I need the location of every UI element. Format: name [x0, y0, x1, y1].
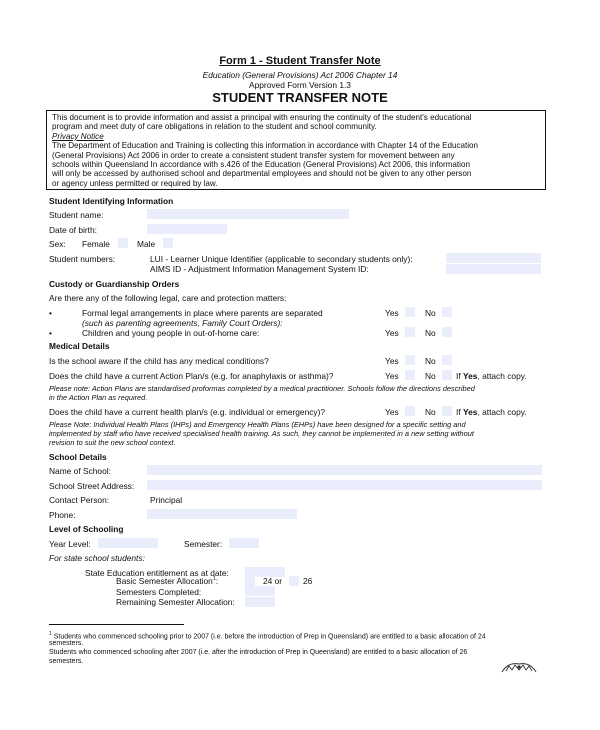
medical-q2-no-label: No [425, 371, 436, 381]
lui-label: LUI - Learner Unique Identifier (applicable to secondary students only): [150, 254, 413, 264]
medical-q1-no-label: No [425, 356, 436, 366]
custody-heading: Custody or Guardianship Orders [49, 279, 180, 289]
if-yes-bold: Yes [462, 371, 478, 381]
if-yes-prefix: If [456, 407, 463, 417]
school-address-field[interactable] [147, 480, 542, 490]
medical-q1-yes-checkbox[interactable] [405, 355, 415, 365]
basic-allocation-colon: : [215, 576, 219, 586]
male-label: Male [137, 239, 156, 249]
sex-label: Sex: [49, 239, 66, 249]
act-line: Education (General Provisions) Act 2006 Chapter 14 [202, 70, 398, 80]
footnote-line-1 [49, 631, 486, 640]
semester-label: Semester: [184, 539, 223, 549]
medical-q3-yes-label: Yes [385, 407, 399, 417]
custody-1-yes-label: Yes [385, 308, 399, 318]
allocation-24-checkbox[interactable] [245, 576, 255, 586]
aims-field[interactable] [446, 264, 541, 274]
footnote-rule [49, 624, 184, 625]
if-yes-suffix: , attach copy. [477, 407, 527, 417]
notice-line: will only be accessed by authorised school and departmental employees and should not be given to any other person [52, 169, 472, 179]
basic-allocation-text: Basic Semester Allocation [116, 576, 213, 586]
medical-q2-attach [456, 371, 527, 381]
custody-2-yes-checkbox[interactable] [405, 327, 415, 337]
lui-field[interactable] [446, 253, 541, 263]
custody-question: Are there any of the following legal, care and protection matters: [49, 293, 287, 303]
custody-2-no-label: No [425, 328, 436, 338]
medical-q3-no-label: No [425, 407, 436, 417]
student-name-field[interactable] [147, 209, 349, 219]
entitlement-label: State Education entitlement as at date: [85, 568, 229, 578]
custody-1-no-label: No [425, 308, 436, 318]
medical-q2-no-checkbox[interactable] [442, 370, 452, 380]
allocation-26-label: 26 [303, 576, 313, 586]
footnote-line-3: Students who commenced schooling after 2007 (i.e. after the introduction of Prep in Queensland) are entitled to a basic allocation of 26 [49, 649, 468, 656]
if-yes-bold: Yes [462, 407, 478, 417]
medical-q1-no-checkbox[interactable] [442, 355, 452, 365]
main-title: STUDENT TRANSFER NOTE [212, 90, 388, 105]
footnote-text-1: Students who commenced schooling prior to 2007 (i.e. before the introduction of Prep in Queensland) are entitled to a basic allocation of 24 [51, 633, 486, 641]
custody-item-1: Formal legal arrangements in place where parents are separated [82, 308, 323, 318]
health-plan-note: Please Note: Individual Health Plans (IHPs) and Emergency Health Plans (EHPs) have been designed for a specific setting and [49, 420, 466, 429]
notice-line: schools within Queensland In accordance with s.426 of the Education (General Provisions) Act 2006, this information [52, 160, 470, 170]
footnote-ref: 1 [212, 576, 216, 583]
custody-2-no-checkbox[interactable] [442, 327, 452, 337]
custody-1-no-checkbox[interactable] [442, 307, 452, 317]
if-yes-prefix: If [456, 371, 463, 381]
form-title: Form 1 - Student Transfer Note [219, 55, 381, 67]
health-plan-note-3: revision to suit the new school context. [49, 438, 176, 447]
medical-q3: Does the child have a current health plan/s (e.g. individual or emergency)? [49, 407, 326, 417]
notice-line: or agency unless permitted or required by law. [52, 178, 218, 188]
remaining-allocation-label: Remaining Semester Allocation: [116, 597, 235, 607]
allocation-24-label: 24 or [263, 576, 283, 586]
medical-q2: Does the child have a current Action Plan/s (e.g. for anaphylaxis or asthma)? [49, 371, 334, 381]
year-level-field[interactable] [98, 538, 158, 548]
medical-q3-attach [456, 407, 527, 417]
aims-label: AIMS ID - Adjustment Information Management System ID: [150, 264, 369, 274]
notice-line: program and meet duty of care obligations in relation to the student and school community. [52, 122, 377, 132]
action-plan-note-2: in the Action Plan as required. [49, 393, 148, 402]
contact-person-value: Principal [150, 495, 183, 505]
footnote-line-2: semesters. [49, 640, 84, 647]
if-yes-suffix: , attach copy. [477, 371, 527, 381]
semester-field[interactable] [229, 538, 259, 548]
notice-line: This document is to provide information and assist a principal with ensuring the continuity of the student's educational [52, 113, 472, 122]
version-line: Approved Form Version 1.3 [249, 80, 351, 90]
medical-q1-yes-label: Yes [385, 356, 399, 366]
notice-line: The Department of Education and Training is collecting this information in accordance with Chapter 14 of the Education [52, 141, 479, 151]
custody-item-1-note: (such as parenting agreements, Family Court Orders): [82, 318, 283, 328]
phone-label: Phone: [49, 510, 76, 520]
school-heading: School Details [49, 452, 107, 462]
privacy-heading: Privacy Notice [52, 131, 104, 141]
medical-q2-yes-label: Yes [385, 371, 399, 381]
female-label: Female [82, 239, 110, 249]
medical-q3-no-checkbox[interactable] [442, 406, 452, 416]
footnote-line-4: semesters. [49, 658, 84, 665]
semesters-completed-field[interactable] [245, 586, 275, 596]
phone-field[interactable] [147, 509, 297, 519]
medical-heading: Medical Details [49, 341, 110, 351]
medical-q3-yes-checkbox[interactable] [405, 406, 415, 416]
medical-q1: Is the school aware if the child has any medical conditions? [49, 356, 269, 366]
dob-field[interactable] [147, 224, 227, 234]
female-checkbox[interactable] [118, 238, 128, 248]
year-level-label: Year Level: [49, 539, 91, 549]
student-heading: Student Identifying Information [49, 196, 174, 206]
semesters-completed-label: Semesters Completed: [116, 587, 202, 597]
student-numbers-label: Student numbers: [49, 254, 116, 264]
custody-1-yes-checkbox[interactable] [405, 307, 415, 317]
school-address-label: School Street Address: [49, 481, 135, 491]
student-name-label: Student name: [49, 210, 104, 220]
contact-person-label: Contact Person: [49, 495, 110, 505]
schooling-heading: Level of Schooling [49, 524, 124, 534]
school-name-field[interactable] [147, 465, 542, 475]
medical-q2-yes-checkbox[interactable] [405, 370, 415, 380]
bullet-icon: • [49, 328, 52, 338]
bullet-icon: • [49, 308, 52, 318]
state-students-label: For state school students: [49, 553, 145, 563]
remaining-allocation-field[interactable] [245, 597, 275, 607]
dob-label: Date of birth: [49, 225, 97, 235]
action-plan-note: Please note: Action Plans are standardised proformas completed by a medical practitioner. Schools follow the directions described [49, 384, 475, 393]
basic-allocation-label [116, 576, 218, 586]
notice-box [46, 110, 546, 190]
allocation-26-checkbox[interactable] [289, 576, 299, 586]
male-checkbox[interactable] [163, 238, 173, 248]
footnote-mark: 1 [49, 631, 52, 637]
custody-item-2: Children and young people in out-of-home care: [82, 328, 260, 338]
custody-2-yes-label: Yes [385, 328, 399, 338]
school-name-label: Name of School: [49, 466, 111, 476]
notice-line: (General Provisions) Act 2006 in order to create a consistent student transfer system for movement between any [52, 150, 455, 160]
crest-logo-icon [500, 660, 538, 674]
health-plan-note-2: implemented by staff who have received specialised health training. As such, they cannot be implemented in a new setting without [49, 429, 474, 438]
